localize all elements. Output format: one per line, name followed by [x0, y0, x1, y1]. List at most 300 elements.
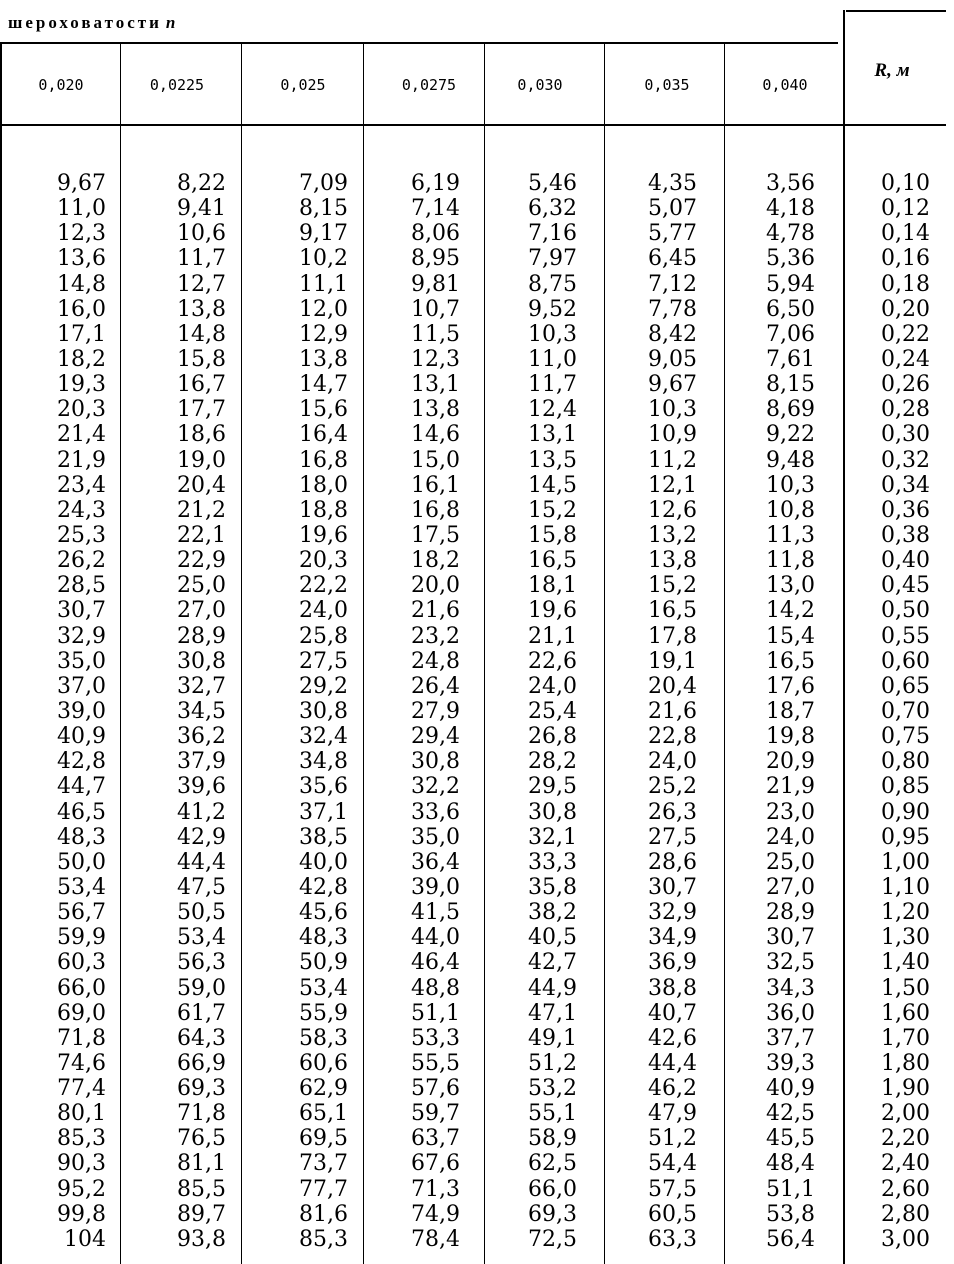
table-cell: 32,4	[299, 724, 348, 750]
header-n-3: 0,0275	[401, 76, 457, 94]
table-cell: 7,97	[528, 246, 577, 272]
table-cell: 21,9	[57, 447, 106, 473]
table-cell: 23,2	[411, 623, 460, 649]
table-cell: 13,6	[57, 246, 106, 272]
table-cell: 6,45	[648, 246, 697, 272]
table-cell: 85,3	[299, 1226, 348, 1252]
table-cell: 15,6	[299, 397, 348, 423]
table-cell: 73,7	[299, 1151, 348, 1177]
table-cell: 69,5	[299, 1126, 348, 1152]
table-cell: 71,3	[411, 1176, 460, 1202]
table-cell: 8,75	[528, 271, 577, 297]
table-cell: 13,2	[648, 522, 697, 548]
table-cell: 12,4	[528, 397, 577, 423]
table-cell: 74,6	[57, 1050, 106, 1076]
table-cell: 22,8	[648, 724, 697, 750]
table-cell: 15,8	[177, 346, 226, 372]
table-cell: 59,0	[177, 975, 226, 1001]
table-cell: 18,1	[528, 573, 577, 599]
table-cell: 24,0	[299, 598, 348, 624]
table-cell: 19,0	[177, 447, 226, 473]
table-cell: 1,70	[881, 1025, 930, 1051]
table-cell: 56,4	[766, 1226, 815, 1252]
table-cell: 16,4	[299, 422, 348, 448]
table-cell: 12,3	[57, 221, 106, 247]
table-cell: 42,8	[57, 749, 106, 775]
table-cell: 27,5	[299, 648, 348, 674]
table-cell: 51,2	[648, 1126, 697, 1152]
table-cell: 26,8	[528, 724, 577, 750]
table-cell: 36,0	[766, 1000, 815, 1026]
table-cell: 46,2	[648, 1076, 697, 1102]
table-cell: 40,5	[528, 925, 577, 951]
table-cell: 59,7	[411, 1101, 460, 1127]
header-top-rule	[0, 42, 838, 44]
table-cell: 8,69	[766, 397, 815, 423]
table-cell: 15,2	[648, 573, 697, 599]
title-text: шероховатости	[8, 13, 162, 32]
table-cell: 21,2	[177, 497, 226, 523]
table-cell: 51,1	[766, 1176, 815, 1202]
table-cell: 35,6	[299, 774, 348, 800]
table-cell: 20,4	[648, 673, 697, 699]
table-cell: 0,38	[881, 522, 930, 548]
table-cell: 27,9	[411, 698, 460, 724]
table-cell: 59,9	[57, 925, 106, 951]
table-cell: 60,3	[57, 950, 106, 976]
table-cell: 35,8	[528, 874, 577, 900]
table-cell: 0,45	[881, 573, 930, 599]
header-r: R, м	[874, 60, 910, 81]
table-cell: 0,85	[881, 774, 930, 800]
table-cell: 9,48	[766, 447, 815, 473]
data-column	[648, 171, 697, 1252]
table-cell: 66,0	[57, 975, 106, 1001]
table-cell: 17,6	[766, 673, 815, 699]
table-cell: 5,46	[528, 171, 577, 196]
table-cell: 29,5	[528, 774, 577, 800]
table-cell: 10,3	[648, 397, 697, 423]
table-cell: 50,9	[299, 950, 348, 976]
table-cell: 71,8	[177, 1101, 226, 1127]
table-cell: 30,7	[766, 925, 815, 951]
table-cell: 39,0	[411, 874, 460, 900]
table-cell: 60,5	[648, 1201, 697, 1227]
table-cell: 93,8	[177, 1226, 226, 1252]
table-cell: 77,7	[299, 1176, 348, 1202]
table-cell: 51,2	[528, 1050, 577, 1076]
table-cell: 17,8	[648, 623, 697, 649]
table-cell: 0,65	[881, 673, 930, 699]
table-cell: 40,9	[57, 724, 106, 750]
table-cell: 21,9	[766, 774, 815, 800]
table-cell: 46,4	[411, 950, 460, 976]
table-cell: 13,0	[766, 573, 815, 599]
table-cell: 32,9	[57, 623, 106, 649]
table-cell: 37,7	[766, 1025, 815, 1051]
header-top-rule-right	[846, 10, 946, 12]
table-cell: 11,8	[766, 548, 815, 574]
table-cell: 55,1	[528, 1101, 577, 1127]
header-n-0: 0,020	[38, 76, 84, 94]
table-cell: 38,2	[528, 900, 577, 926]
table-cell: 38,5	[299, 824, 348, 850]
table-cell: 30,7	[648, 874, 697, 900]
table-cell: 0,36	[881, 497, 930, 523]
table-cell: 53,4	[299, 975, 348, 1001]
table-cell: 48,4	[766, 1151, 815, 1177]
table-cell: 9,81	[411, 271, 460, 297]
table-cell: 69,3	[528, 1201, 577, 1227]
column-divider	[120, 44, 121, 1264]
data-column	[177, 171, 226, 1252]
table-cell: 62,9	[299, 1076, 348, 1102]
table-cell: 20,3	[57, 397, 106, 423]
table-cell: 62,5	[528, 1151, 577, 1177]
table-cell: 30,8	[299, 698, 348, 724]
table-cell: 0,55	[881, 623, 930, 649]
table-cell: 1,50	[881, 975, 930, 1001]
table-cell: 14,5	[528, 472, 577, 498]
table-cell: 90,3	[57, 1151, 106, 1177]
table-cell: 15,2	[528, 497, 577, 523]
table-cell: 0,14	[881, 221, 930, 247]
header-n-4: 0,030	[517, 76, 563, 94]
table-cell: 5,36	[766, 246, 815, 272]
table-cell: 23,4	[57, 472, 106, 498]
table-cell: 0,30	[881, 422, 930, 448]
table-cell: 39,3	[766, 1050, 815, 1076]
table-cell: 14,6	[411, 422, 460, 448]
table-cell: 34,9	[648, 925, 697, 951]
table-cell: 28,5	[57, 573, 106, 599]
table-cell: 16,5	[766, 648, 815, 674]
table-cell: 16,5	[528, 548, 577, 574]
table-cell: 17,1	[57, 321, 106, 347]
table-cell: 46,5	[57, 799, 106, 825]
table-cell: 12,1	[648, 472, 697, 498]
table-cell: 14,8	[177, 321, 226, 347]
table-cell: 44,9	[528, 975, 577, 1001]
table-cell: 24,0	[528, 673, 577, 699]
table-cell: 25,0	[766, 849, 815, 875]
table-cell: 19,1	[648, 648, 697, 674]
table-cell: 14,8	[57, 271, 106, 297]
table-cell: 0,70	[881, 698, 930, 724]
table-cell: 16,0	[57, 296, 106, 322]
table-cell: 85,5	[177, 1176, 226, 1202]
table-cell: 10,6	[177, 221, 226, 247]
table-cell: 6,50	[766, 296, 815, 322]
table-cell: 28,2	[528, 749, 577, 775]
table-cell: 2,60	[881, 1176, 930, 1202]
table-cell: 12,6	[648, 497, 697, 523]
table-cell: 76,5	[177, 1126, 226, 1152]
table-cell: 27,5	[648, 824, 697, 850]
table-cell: 35,0	[411, 824, 460, 850]
table-cell: 41,2	[177, 799, 226, 825]
table-cell: 51,1	[411, 1000, 460, 1026]
column-divider	[604, 44, 605, 1264]
table-cell: 12,9	[299, 321, 348, 347]
table-cell: 18,2	[57, 346, 106, 372]
table-cell: 13,1	[411, 372, 460, 398]
table-cell: 65,1	[299, 1101, 348, 1127]
table-cell: 25,4	[528, 698, 577, 724]
table-cell: 55,5	[411, 1050, 460, 1076]
table-cell: 34,8	[299, 749, 348, 775]
table-cell: 1,20	[881, 900, 930, 926]
table-cell: 3,00	[881, 1226, 930, 1252]
table-cell: 36,9	[648, 950, 697, 976]
table-cell: 34,3	[766, 975, 815, 1001]
table-cell: 1,80	[881, 1050, 930, 1076]
table-cell: 0,22	[881, 321, 930, 347]
table-cell: 20,0	[411, 573, 460, 599]
table-cell: 7,09	[299, 171, 348, 196]
table-cell: 32,9	[648, 900, 697, 926]
table-cell: 1,10	[881, 874, 930, 900]
table-cell: 25,0	[177, 573, 226, 599]
table-cell: 2,00	[881, 1101, 930, 1127]
header-n-1: 0,0225	[149, 76, 205, 94]
table-cell: 53,8	[766, 1201, 815, 1227]
table-cell: 28,6	[648, 849, 697, 875]
table-cell: 0,26	[881, 372, 930, 398]
table-cell: 21,1	[528, 623, 577, 649]
table-cell: 58,9	[528, 1126, 577, 1152]
table-cell: 44,7	[57, 774, 106, 800]
table-cell: 37,0	[57, 673, 106, 699]
table-cell: 60,6	[299, 1050, 348, 1076]
table-cell: 16,8	[411, 497, 460, 523]
table-cell: 42,8	[299, 874, 348, 900]
table-cell: 85,3	[57, 1126, 106, 1152]
table-cell: 8,22	[177, 171, 226, 196]
table-cell: 30,8	[411, 749, 460, 775]
table-cell: 7,12	[648, 271, 697, 297]
table-cell: 11,5	[411, 321, 460, 347]
table-cell: 42,9	[177, 824, 226, 850]
table-cell: 16,5	[648, 598, 697, 624]
table-cell: 44,4	[648, 1050, 697, 1076]
table-cell: 44,0	[411, 925, 460, 951]
table-cell: 48,3	[299, 925, 348, 951]
table-cell: 69,0	[57, 1000, 106, 1026]
table-cell: 49,1	[528, 1025, 577, 1051]
table-cell: 32,7	[177, 673, 226, 699]
table-cell: 18,2	[411, 548, 460, 574]
table-cell: 5,77	[648, 221, 697, 247]
table-cell: 30,8	[528, 799, 577, 825]
table-cell: 66,9	[177, 1050, 226, 1076]
table-cell: 61,7	[177, 1000, 226, 1026]
table-cell: 45,6	[299, 900, 348, 926]
table-cell: 0,90	[881, 799, 930, 825]
table-cell: 1,30	[881, 925, 930, 951]
table-cell: 19,3	[57, 372, 106, 398]
table-cell: 22,9	[177, 548, 226, 574]
table-cell: 39,6	[177, 774, 226, 800]
table-cell: 104	[64, 1226, 106, 1252]
table-cell: 0,18	[881, 271, 930, 297]
table-cell: 12,0	[299, 296, 348, 322]
table-cell: 57,5	[648, 1176, 697, 1202]
table-cell: 0,20	[881, 296, 930, 322]
header-n-2: 0,025	[280, 76, 326, 94]
header-bottom-rule	[0, 124, 946, 126]
table-cell: 74,9	[411, 1201, 460, 1227]
table-cell: 80,1	[57, 1101, 106, 1127]
table-cell: 13,8	[648, 548, 697, 574]
table-cell: 30,8	[177, 648, 226, 674]
table-cell: 33,6	[411, 799, 460, 825]
table-cell: 81,6	[299, 1201, 348, 1227]
table-cell: 0,40	[881, 548, 930, 574]
data-column-r	[881, 171, 930, 1252]
table-cell: 16,7	[177, 372, 226, 398]
table-cell: 19,8	[766, 724, 815, 750]
table-cell: 28,9	[177, 623, 226, 649]
table-cell: 10,3	[766, 472, 815, 498]
table-cell: 18,6	[177, 422, 226, 448]
table-cell: 39,0	[57, 698, 106, 724]
table-cell: 4,78	[766, 221, 815, 247]
table-cell: 20,3	[299, 548, 348, 574]
table-cell: 0,95	[881, 824, 930, 850]
table-cell: 16,8	[299, 447, 348, 473]
table-cell: 7,78	[648, 296, 697, 322]
table-cell: 13,5	[528, 447, 577, 473]
table-cell: 42,6	[648, 1025, 697, 1051]
table-cell: 17,5	[411, 522, 460, 548]
table-cell: 78,4	[411, 1226, 460, 1252]
table-cell: 0,80	[881, 749, 930, 775]
table-cell: 27,0	[177, 598, 226, 624]
table-cell: 0,75	[881, 724, 930, 750]
table-cell: 38,8	[648, 975, 697, 1001]
table-cell: 8,42	[648, 321, 697, 347]
table-cell: 37,9	[177, 749, 226, 775]
column-divider	[241, 44, 242, 1264]
table-cell: 24,0	[648, 749, 697, 775]
table-cell: 15,8	[528, 522, 577, 548]
table-cell: 11,1	[299, 271, 348, 297]
table-title	[8, 13, 175, 33]
column-divider	[0, 44, 2, 1264]
table-cell: 9,22	[766, 422, 815, 448]
table-cell: 10,2	[299, 246, 348, 272]
table-cell: 10,9	[648, 422, 697, 448]
table-cell: 5,94	[766, 271, 815, 297]
table-cell: 0,28	[881, 397, 930, 423]
table-cell: 56,3	[177, 950, 226, 976]
table-cell: 53,3	[411, 1025, 460, 1051]
table-cell: 29,4	[411, 724, 460, 750]
table-cell: 63,7	[411, 1126, 460, 1152]
table-cell: 2,20	[881, 1126, 930, 1152]
table-cell: 95,2	[57, 1176, 106, 1202]
table-cell: 9,17	[299, 221, 348, 247]
table-cell: 20,4	[177, 472, 226, 498]
table-cell: 4,18	[766, 196, 815, 222]
table-cell: 64,3	[177, 1025, 226, 1051]
table-cell: 37,1	[299, 799, 348, 825]
table-cell: 11,0	[57, 196, 106, 222]
table-cell: 71,8	[57, 1025, 106, 1051]
table-cell: 11,2	[648, 447, 697, 473]
table-cell: 56,7	[57, 900, 106, 926]
table-cell: 35,0	[57, 648, 106, 674]
table-cell: 1,00	[881, 849, 930, 875]
data-column	[411, 171, 460, 1252]
table-cell: 5,07	[648, 196, 697, 222]
table-cell: 8,95	[411, 246, 460, 272]
table-cell: 16,1	[411, 472, 460, 498]
table-cell: 12,7	[177, 271, 226, 297]
table-cell: 25,8	[299, 623, 348, 649]
table-cell: 40,0	[299, 849, 348, 875]
table-cell: 32,5	[766, 950, 815, 976]
table-cell: 47,9	[648, 1101, 697, 1127]
table-cell: 99,8	[57, 1201, 106, 1227]
table-cell: 36,2	[177, 724, 226, 750]
table-cell: 53,4	[57, 874, 106, 900]
table-cell: 6,32	[528, 196, 577, 222]
table-cell: 24,8	[411, 648, 460, 674]
table-cell: 30,7	[57, 598, 106, 624]
table-cell: 8,06	[411, 221, 460, 247]
table-cell: 7,61	[766, 346, 815, 372]
table-cell: 27,0	[766, 874, 815, 900]
table-cell: 9,67	[57, 171, 106, 196]
table-cell: 18,0	[299, 472, 348, 498]
table-cell: 50,5	[177, 900, 226, 926]
table-cell: 55,9	[299, 1000, 348, 1026]
table-cell: 50,0	[57, 849, 106, 875]
table-cell: 1,60	[881, 1000, 930, 1026]
table-cell: 14,7	[299, 372, 348, 398]
table-cell: 34,5	[177, 698, 226, 724]
data-column	[57, 171, 106, 1252]
table-cell: 53,4	[177, 925, 226, 951]
table-cell: 29,2	[299, 673, 348, 699]
table-cell: 8,15	[766, 372, 815, 398]
table-cell: 33,3	[528, 849, 577, 875]
table-cell: 21,6	[411, 598, 460, 624]
table-cell: 11,3	[766, 522, 815, 548]
table-cell: 32,1	[528, 824, 577, 850]
table-cell: 42,7	[528, 950, 577, 976]
table-cell: 26,2	[57, 548, 106, 574]
table-cell: 40,9	[766, 1076, 815, 1102]
table-cell: 21,6	[648, 698, 697, 724]
table-cell: 11,7	[177, 246, 226, 272]
table-cell: 9,67	[648, 372, 697, 398]
table-cell: 17,7	[177, 397, 226, 423]
table-cell: 19,6	[528, 598, 577, 624]
table-cell: 13,1	[528, 422, 577, 448]
table-cell: 67,6	[411, 1151, 460, 1177]
table-cell: 23,0	[766, 799, 815, 825]
table-cell: 2,80	[881, 1201, 930, 1227]
table-cell: 77,4	[57, 1076, 106, 1102]
table-cell: 22,6	[528, 648, 577, 674]
table-cell: 89,7	[177, 1201, 226, 1227]
table-cell: 6,19	[411, 171, 460, 196]
table-cell: 15,0	[411, 447, 460, 473]
table-cell: 18,8	[299, 497, 348, 523]
